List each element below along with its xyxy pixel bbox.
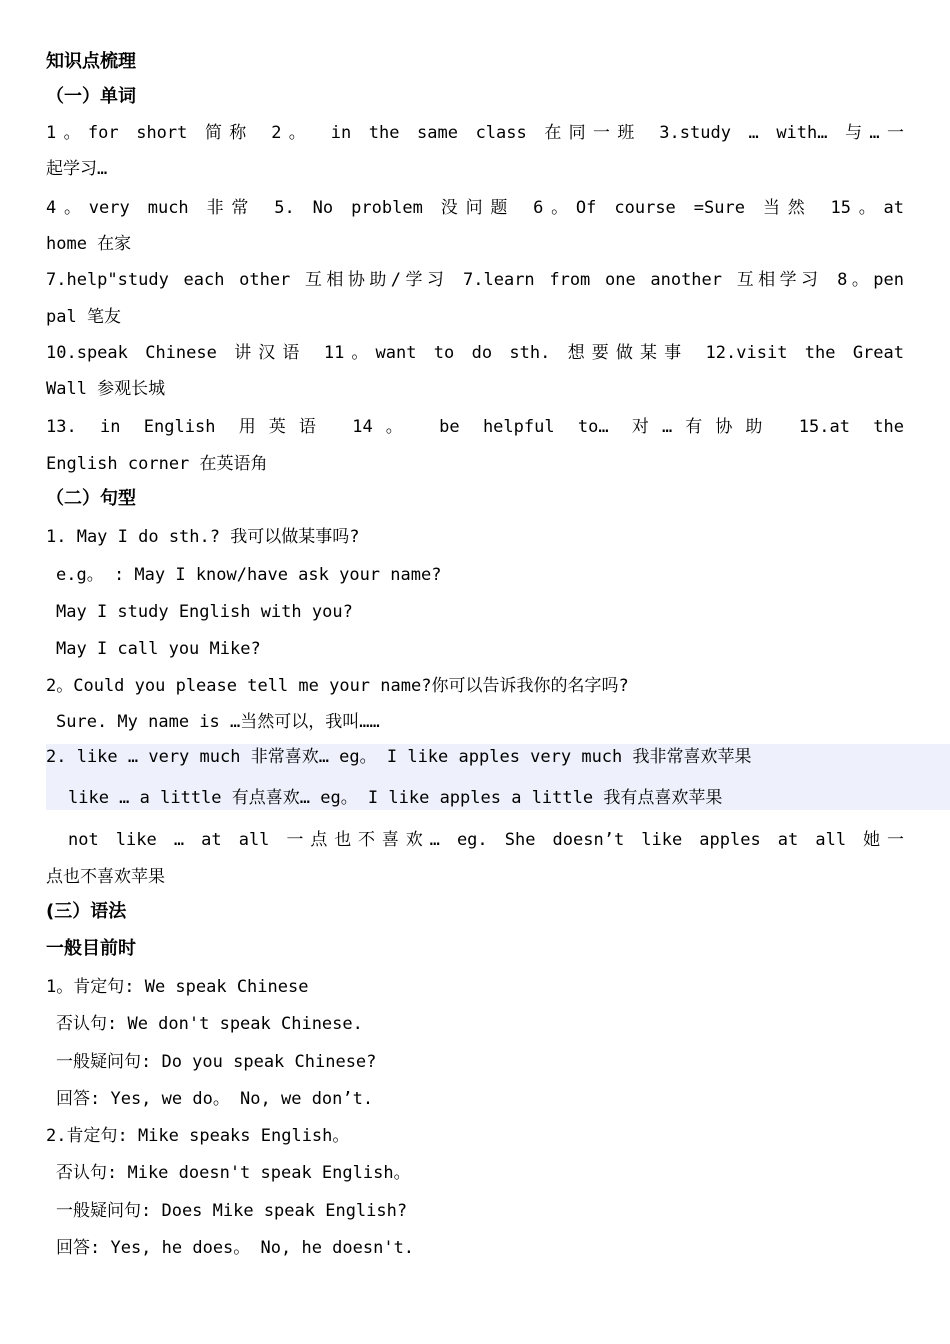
pattern-line: 2. like … very much 非常喜欢… eg。 I like apples very much 我非常喜欢苹果 [46,747,752,767]
vocab-line: 起学习… [46,159,108,179]
pattern-line: 点也不喜欢苹果 [46,867,165,887]
grammar-line: 1。肯定句: We speak Chinese [46,977,309,997]
vocab-line: Wall 参观长城 [46,379,166,399]
grammar-line: 否认句: Mike doesn't speak English。 [56,1163,411,1183]
pattern-line: Sure. My name is …当然可以，我叫…… [56,712,380,732]
pattern-line: 2。Could you please tell me your name?你可以告诉我你的名字吗? [46,676,629,696]
vocab-line: home 在家 [46,234,132,254]
vocab-line: English corner 在英语角 [46,454,268,474]
pattern-line: not like … at all 一点也不喜欢… eg. She doesn’t like apples at all 她一 [68,830,904,850]
section-grammar-title: (三）语法 [46,901,127,922]
pattern-line: May I call you Mike? [56,639,261,659]
vocab-line: 7.help"study each other 互相协助/学习 7.learn from one another 互相学习 8。pen [46,270,904,290]
grammar-line: 回答: Yes, he does。 No, he doesn't. [56,1238,415,1258]
grammar-line: 一般疑问句: Does Mike speak English? [56,1201,408,1221]
vocab-line: 13. in English 用英语 14。 be helpful to… 对…有协助 15.at the [46,417,904,437]
pattern-line: e.g。 : May I know/have ask your name? [56,565,442,585]
vocab-line: 1。for short 简称 2。 in the same class 在同一班 3.study … with… 与…一 [46,123,904,143]
pattern-line: 1. May I do sth.? 我可以做某事吗? [46,527,360,547]
section-vocabulary-title: （一）单词 [46,86,136,107]
pattern-line: May I study English with you? [56,602,353,622]
pattern-line: like … a little 有点喜欢… eg。 I like apples a little 我有点喜欢苹果 [68,788,723,808]
vocab-line: pal 笔友 [46,307,121,327]
vocab-line: 4。very much 非常 5. No problem 没问题 6。Of course =Sure 当然 15。at [46,198,904,218]
grammar-topic-title: 一般目前时 [46,938,136,959]
grammar-line: 2.肯定句: Mike speaks English。 [46,1126,350,1146]
grammar-line: 否认句: We don't speak Chinese. [56,1014,363,1034]
doc-title: 知识点梳理 [46,51,136,72]
grammar-line: 回答: Yes, we do。 No, we don’t. [56,1089,374,1109]
section-sentence-title: （二）句型 [46,488,136,509]
vocab-line: 10.speak Chinese 讲汉语 11。want to do sth. 想要做某事 12.visit the Great [46,343,904,363]
grammar-line: 一般疑问句: Do you speak Chinese? [56,1052,377,1072]
